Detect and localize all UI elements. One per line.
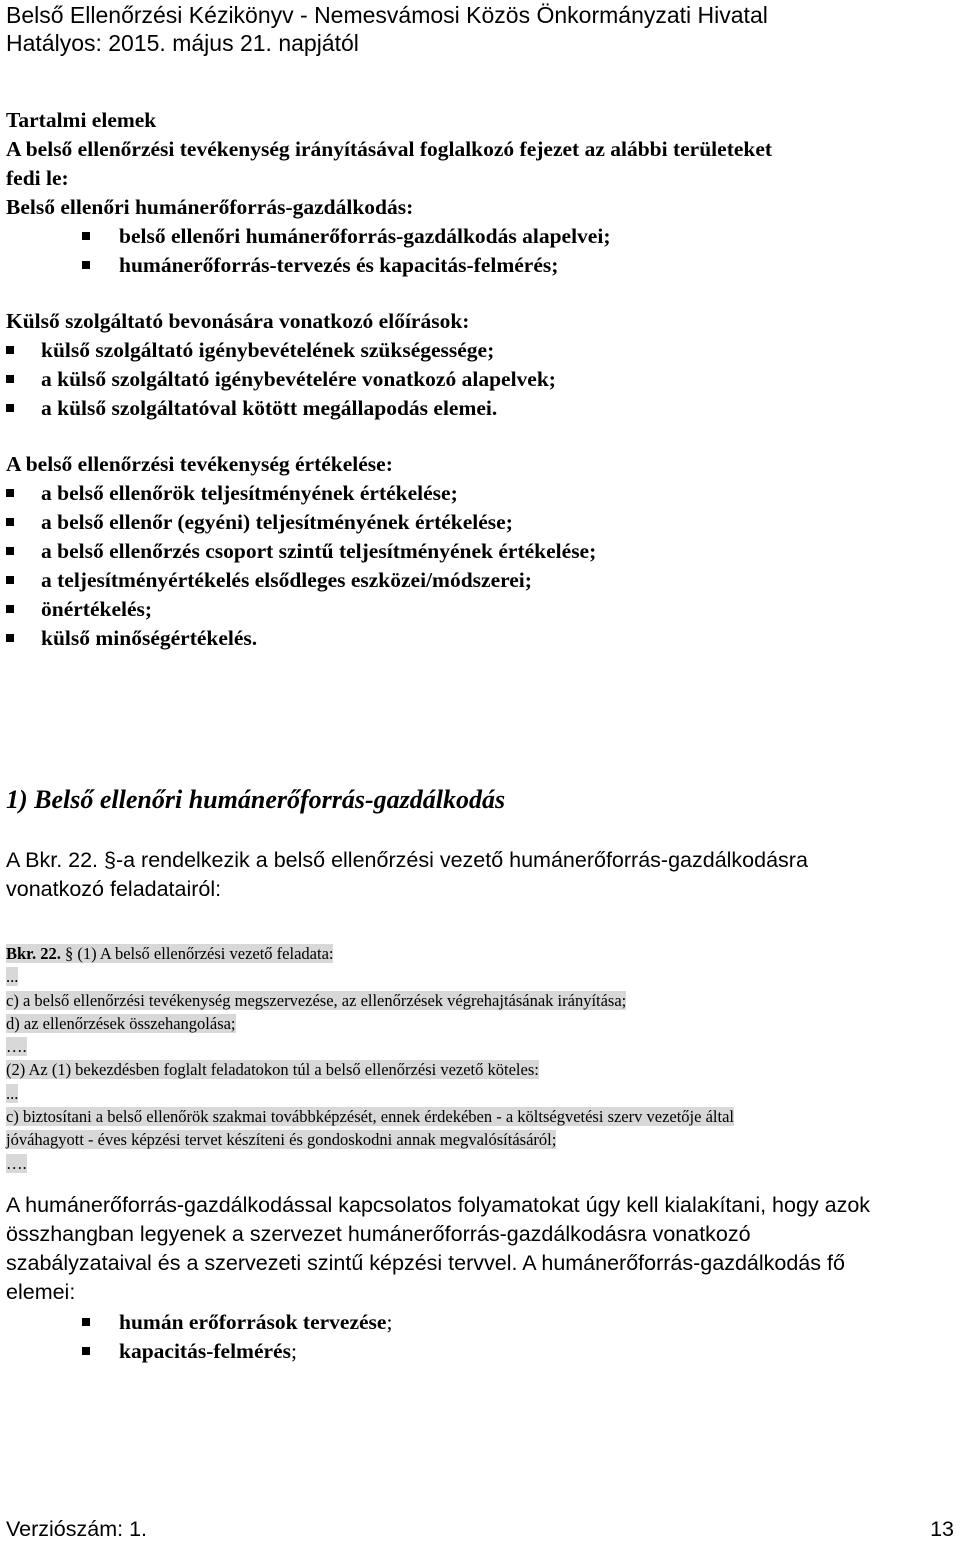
- quote-line: c) biztosítani a belső ellenőrök szakmai továbbképzését, ennek érdekében - a költségvetési szerv vezetője által: [6, 1107, 734, 1127]
- paragraph-line: szabályzataival és a szervezeti szintű képzési tervvel. A humánerőforrás-gazdálkodás fő: [6, 1251, 845, 1275]
- elements-list: [6, 1308, 956, 1366]
- paragraph-line: vonatkozó feladatairól:: [6, 877, 222, 901]
- list-item: humánerőforrás-tervezés és kapacitás-felmérés;: [6, 251, 956, 280]
- quote-line: Bkr. 22. § (1) A belső ellenőrzési vezető feladata:: [6, 944, 334, 963]
- list-item: önértékelés;: [6, 595, 956, 624]
- contents-intro-line: A belső ellenőrzési tevékenység irányításával foglalkozó fejezet az alábbi területeket: [6, 137, 773, 161]
- contents-block: [6, 106, 956, 653]
- square-bullet-icon: [82, 261, 90, 269]
- footer-page-number: 13: [930, 1517, 954, 1541]
- group-heading: Külső szolgáltató bevonására vonatkozó előírások:: [6, 309, 470, 333]
- footer-version: Verziószám: 1.: [6, 1517, 147, 1541]
- list-item: kapacitás-felmérés;: [6, 1337, 956, 1366]
- square-bullet-icon: [82, 232, 90, 240]
- paragraph-line: A Bkr. 22. §-a rendelkezik a belső ellenőrzési vezető humánerőforrás-gazdálkodásra: [6, 848, 808, 872]
- list-item: a belső ellenőrzés csoport szintű teljesítményének értékelése;: [6, 537, 956, 566]
- paragraph-line: A humánerőforrás-gazdálkodással kapcsolatos folyamatokat úgy kell kialakítani, hogy azok: [6, 1193, 871, 1217]
- quote-line: jóváhagyott - éves képzési tervet készíteni és gondoskodni annak megvalósításáról;: [6, 1130, 557, 1150]
- quote-line: ….: [6, 1153, 27, 1173]
- quote-line: d) az ellenőrzések összehangolása;: [6, 1013, 236, 1033]
- quote-line: ….: [6, 1037, 27, 1057]
- list-item: a külső szolgáltatóval kötött megállapodás elemei.: [6, 394, 956, 423]
- square-bullet-icon: [6, 404, 14, 412]
- square-bullet-icon: [6, 346, 14, 354]
- section-title: 1) Belső ellenőri humánerőforrás-gazdálkodás: [6, 785, 506, 814]
- square-bullet-icon: [6, 605, 14, 613]
- contents-intro-line: fedi le:: [6, 166, 69, 190]
- group-heading: Belső ellenőri humánerőforrás-gazdálkodás:: [6, 195, 414, 219]
- list-item: a külső szolgáltató igénybevételére vonatkozó alapelvek;: [6, 365, 956, 394]
- list-item: külső szolgáltató igénybevételének szükségessége;: [6, 336, 956, 365]
- square-bullet-icon: [6, 547, 14, 555]
- list-item: belső ellenőri humánerőforrás-gazdálkodás alapelvei;: [6, 222, 956, 251]
- group-heading: A belső ellenőrzési tevékenység értékelése:: [6, 452, 393, 476]
- list-item: a belső ellenőr (egyéni) teljesítményének értékelése;: [6, 508, 956, 537]
- list-item: humán erőforrások tervezése;: [6, 1308, 956, 1337]
- square-bullet-icon: [82, 1318, 90, 1326]
- legal-quote: [6, 942, 958, 1175]
- quote-line: ...: [6, 1083, 19, 1103]
- square-bullet-icon: [6, 489, 14, 497]
- square-bullet-icon: [6, 634, 14, 642]
- list-item: a teljesítményértékelés elsődleges eszközei/módszerei;: [6, 566, 956, 595]
- quote-line: ...: [6, 967, 19, 987]
- header-effective-date: Hatályos: 2015. május 21. napjától: [6, 30, 359, 56]
- square-bullet-icon: [82, 1347, 90, 1355]
- quote-line: (2) Az (1) bekezdésben foglalt feladatokon túl a belső ellenőrzési vezető köteles:: [6, 1060, 539, 1080]
- square-bullet-icon: [6, 375, 14, 383]
- header-title: Belső Ellenőrzési Kézikönyv - Nemesvámosi Közös Önkormányzati Hivatal: [6, 2, 768, 28]
- list-item: külső minőségértékelés.: [6, 624, 956, 653]
- quote-line: c) a belső ellenőrzési tevékenység megszervezése, az ellenőrzések végrehajtásának irányítása;: [6, 990, 627, 1010]
- paragraph-line: elemei:: [6, 1280, 76, 1304]
- contents-title: Tartalmi elemek: [6, 108, 157, 132]
- section-intro-paragraph: [6, 846, 956, 904]
- page-header: [6, 1, 768, 57]
- square-bullet-icon: [6, 576, 14, 584]
- list-item: a belső ellenőrök teljesítményének értékelése;: [6, 479, 956, 508]
- body-paragraph: [6, 1191, 956, 1307]
- square-bullet-icon: [6, 518, 14, 526]
- paragraph-line: összhangban legyenek a szervezet humánerőforrás-gazdálkodásra vonatkozó: [6, 1222, 751, 1246]
